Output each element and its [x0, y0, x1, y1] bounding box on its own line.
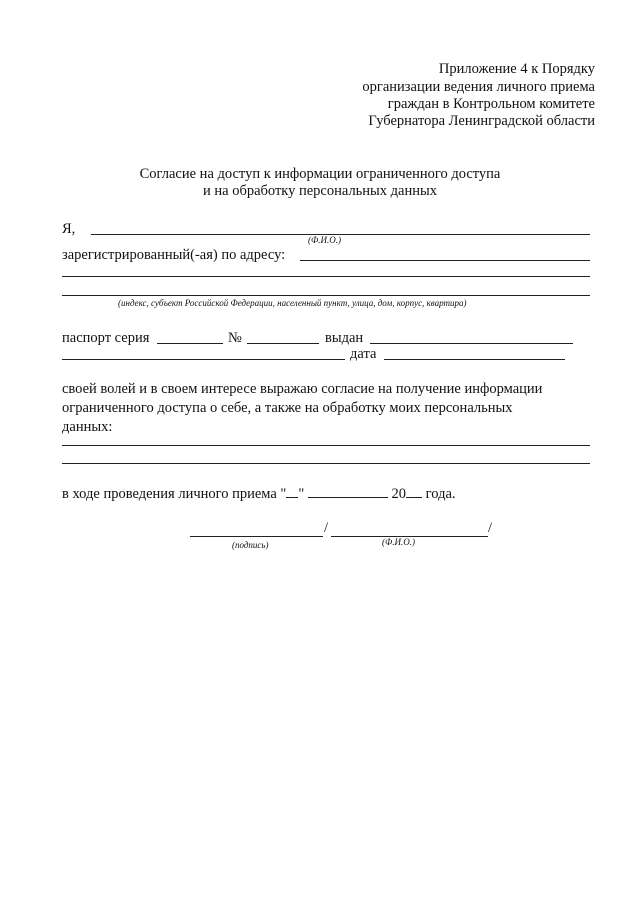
reception-prefix: в ходе проведения личного приема "	[62, 486, 287, 502]
address-field-2[interactable]	[62, 276, 590, 277]
registered-label: зарегистрированный(-ая) по адресу:	[62, 247, 286, 263]
signature-slash-2: /	[488, 520, 493, 536]
year-suffix: года.	[425, 486, 456, 502]
issue-date-field[interactable]	[384, 359, 565, 360]
consent-details-field-2[interactable]	[62, 463, 590, 464]
consent-line-1: своей волей и в своем интересе выражаю согласие на получение информации	[62, 381, 543, 397]
i-label: Я,	[62, 221, 76, 237]
issued-by-field-2[interactable]	[62, 359, 345, 360]
year-prefix: 20	[391, 486, 407, 502]
passport-series-field[interactable]	[157, 343, 223, 344]
address-field-3[interactable]	[62, 295, 590, 296]
appendix-line-4: Губернатора Ленинградской области	[368, 113, 595, 129]
reception-quote-close: "	[298, 486, 305, 502]
fio-caption: (Ф.И.О.)	[308, 235, 341, 245]
appendix-line-2: организации ведения личного приема	[362, 79, 595, 95]
consent-line-3: данных:	[62, 419, 113, 435]
appendix-line-3: граждан в Контрольном комитете	[387, 96, 595, 112]
document-title-line-1: Согласие на доступ к информации ограниченного доступа	[139, 166, 501, 182]
issued-by-field[interactable]	[370, 343, 573, 344]
signature-fio-caption: (Ф.И.О.)	[382, 537, 415, 547]
number-sign: №	[228, 330, 242, 346]
consent-details-field-1[interactable]	[62, 445, 590, 446]
passport-label: паспорт серия	[62, 330, 150, 346]
signature-slash-1: /	[324, 520, 329, 536]
address-caption: (индекс, субъект Российской Федерации, населенный пункт, улица, дом, корпус, квартира)	[118, 298, 467, 308]
reception-month-field[interactable]	[308, 486, 388, 498]
reception-year-field[interactable]	[406, 486, 422, 498]
issued-label: выдан	[325, 330, 364, 346]
signature-caption: (подпись)	[232, 540, 269, 550]
reception-date-line	[62, 486, 456, 502]
appendix-line-1: Приложение 4 к Порядку	[438, 61, 595, 77]
date-label: дата	[350, 346, 377, 362]
consent-line-2: ограниченного доступа о себе, а также на обработку моих персональных	[62, 400, 513, 416]
passport-number-field[interactable]	[247, 343, 319, 344]
document-title-line-2: и на обработку персональных данных	[202, 183, 437, 199]
reception-day-field[interactable]	[286, 486, 298, 498]
signature-field[interactable]	[190, 536, 323, 537]
address-field-1[interactable]	[300, 260, 590, 261]
